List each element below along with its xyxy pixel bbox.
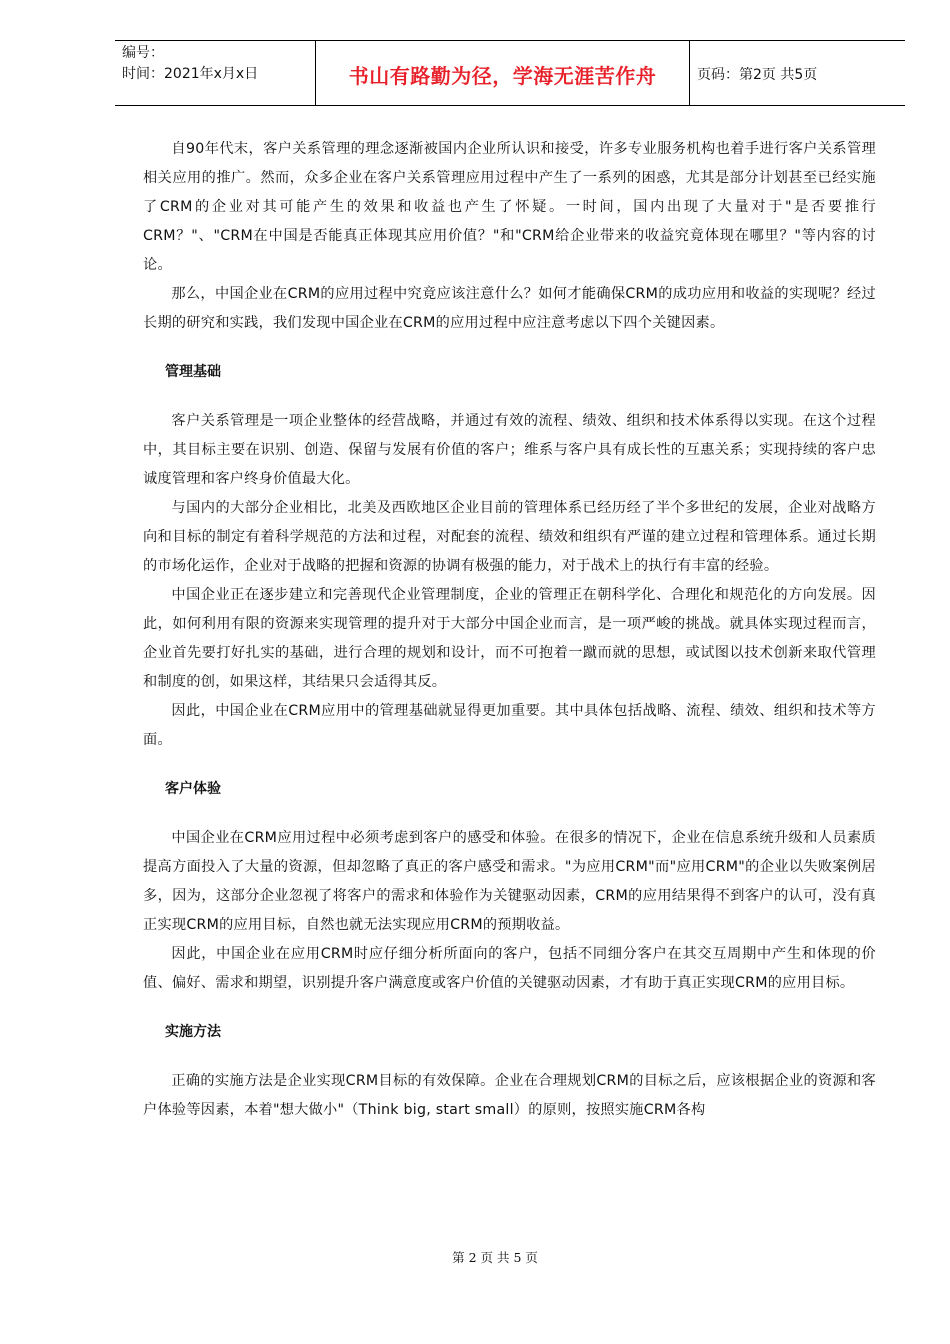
body-paragraph: 那么，中国企业在CRM的应用过程中究竟应该注意什么？如何才能确保CRM的成功应用和收益的实现呢？经过长期的研究和实践，我们发现中国企业在CRM的应用过程中应注意考虑以下四个关键因素。: [143, 286, 876, 331]
document-body: [143, 135, 876, 1125]
body-paragraph: 中国企业在CRM应用过程中必须考虑到客户的感受和体验。在很多的情况下，企业在信息系统升级和人员素质提高方面投入了大量的资源，但却忽略了真正的客户感受和需求。"为应用CRM"而"应用CRM"的企业以失败案例居多，因为，这部分企业忽视了将客户的需求和体验作为关键驱动因素，CRM的应用结果得不到客户的认可，没有真正实现CRM的应用目标，自然也就无法实现应用CRM的预期收益。: [143, 830, 876, 933]
body-paragraph: 中国企业正在逐步建立和完善现代企业管理制度，企业的管理正在朝科学化、合理化和规范化的方向发展。因此，如何利用有限的资源来实现管理的提升对于大部分中国企业而言，是一项严峻的挑战。就具体实现过程而言，企业首先要打好扎实的基础，进行合理的规划和设计，而不可抱着一蹴而就的思想，或试图以技术创新来取代管理和制度的创，如果这样，其结果只会适得其反。: [143, 587, 876, 690]
body-paragraph: 与国内的大部分企业相比，北美及西欧地区企业目前的管理体系已经历经了半个多世纪的发展，企业对战略方向和目标的制定有着科学规范的方法和过程，对配套的流程、绩效和组织有严谨的建立过程和管理体系。通过长期的市场化运作，企业对于战略的把握和资源的协调有极强的能力，对于战术上的执行有丰富的经验。: [143, 500, 876, 574]
document-time-label: 时间：2021年x月x日: [122, 66, 259, 82]
header-page-info: 页码：第2页 共5页: [697, 67, 818, 83]
body-paragraph: 因此，中国企业在CRM应用中的管理基础就显得更加重要。其中具体包括战略、流程、绩效、组织和技术等方面。: [143, 703, 876, 748]
section-heading: 实施方法: [165, 1024, 221, 1040]
document-number-label: 编号：: [122, 45, 164, 61]
page-footer: 第 2 页 共 5 页: [452, 1250, 538, 1265]
body-paragraph: 客户关系管理是一项企业整体的经营战略，并通过有效的流程、绩效、组织和技术体系得以实现。在这个过程中，其目标主要在识别、创造、保留与发展有价值的客户；维系与客户具有成长性的互惠关系；实现持续的客户忠诚度管理和客户终身价值最大化。: [143, 413, 876, 487]
body-paragraph: 正确的实施方法是企业实现CRM目标的有效保障。企业在合理规划CRM的目标之后，应该根据企业的资源和客户体验等因素，本着"想大做小"（Think big, start small）的原则，按照实施CRM各构: [143, 1073, 876, 1118]
section-heading: 管理基础: [165, 364, 221, 380]
header-divider: [689, 41, 690, 105]
section-heading: 客户体验: [165, 781, 221, 797]
body-paragraph: 因此，中国企业在应用CRM时应仔细分析所面向的客户，包括不同细分客户在其交互周期中产生和体现的价值、偏好、需求和期望，识别提升客户满意度或客户价值的关键驱动因素，才有助于真正实现CRM的应用目标。: [143, 946, 876, 991]
header-slogan: 书山有路勤为径，学海无涯苦作舟: [348, 64, 657, 88]
page-header: [115, 40, 905, 106]
header-meta: [122, 43, 312, 85]
body-paragraph: 自90年代末，客户关系管理的理念逐渐被国内企业所认识和接受，许多专业服务机构也着手进行客户关系管理相关应用的推广。然而，众多企业在客户关系管理应用过程中产生了一系列的困惑，尤其是部分计划甚至已经实施了CRM的企业对其可能产生的效果和收益也产生了怀疑。一时间，国内出现了大量对于"是否要推行CRM？"、"CRM在中国是否能真正体现其应用价值？"和"CRM给企业带来的收益究竟体现在哪里？"等内容的讨论。: [143, 141, 876, 273]
